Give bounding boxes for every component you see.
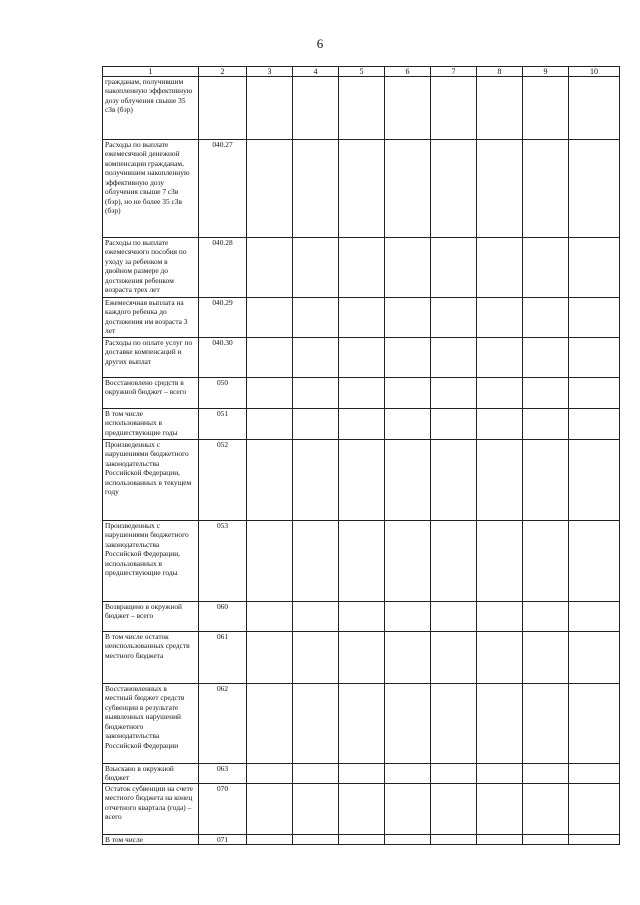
column-header: 7: [431, 67, 477, 77]
table-row: [103, 835, 620, 845]
row-label: Расходы по выплате ежемесячной денежной компенсации гражданам, получившим накопленную эффективную дозу облучения свыше 7 сЗв (бэр), но не более 35 сЗв (бэр): [103, 140, 199, 238]
row-code: 050: [199, 378, 247, 409]
row-label: Восстановленных в местный бюджет средств субвенции в результате выявленных нарушений бюджетного законодательства Российской Федерации: [103, 684, 199, 764]
row-code: 040.29: [199, 298, 247, 338]
column-header: 6: [385, 67, 431, 77]
row-code: 061: [199, 632, 247, 684]
column-header: 5: [339, 67, 385, 77]
column-header: 10: [569, 67, 620, 77]
row-code: [199, 77, 247, 140]
table-row: [103, 77, 620, 140]
row-code: 070: [199, 784, 247, 835]
row-label: Произведенных с нарушениями бюджетного законодательства Российской Федерации, использованных в предшествующие годы: [103, 521, 199, 602]
row-label: В том числе использованных в предшествующие годы: [103, 409, 199, 440]
column-header: 8: [477, 67, 523, 77]
row-code: 040.28: [199, 238, 247, 298]
table-row: [103, 602, 620, 632]
table-row: [103, 632, 620, 684]
page-number: 6: [316, 36, 324, 51]
table-row: [103, 140, 620, 238]
table-row: [103, 338, 620, 378]
row-label: В том числе остаток неиспользованных средств местного бюджета: [103, 632, 199, 684]
table-row: [103, 764, 620, 784]
row-label: Расходы по оплате услуг по доставке компенсаций и других выплат: [103, 338, 199, 378]
row-code: 063: [199, 764, 247, 784]
row-label: Восстановлено средств в окружной бюджет – всего: [103, 378, 199, 409]
row-label: Расходы по выплате ежемесячного пособия по уходу за ребенком в двойном размере до достижения ребенком возраста трех лет: [103, 238, 199, 298]
table-row: [103, 409, 620, 440]
table-row: [103, 378, 620, 409]
row-code: 040.27: [199, 140, 247, 238]
table-row: [103, 298, 620, 338]
table-row: [103, 684, 620, 764]
column-header: 4: [293, 67, 339, 77]
row-code: 053: [199, 521, 247, 602]
row-code: 040.30: [199, 338, 247, 378]
table-row: [103, 521, 620, 602]
table-row: [103, 440, 620, 521]
report-table: [102, 66, 620, 845]
column-header: 9: [523, 67, 569, 77]
table-row: [103, 238, 620, 298]
table-header-row: [103, 67, 620, 77]
row-label: Взыскано в окружной бюджет: [103, 764, 199, 784]
row-label: Возвращено в окружной бюджет – всего: [103, 602, 199, 632]
row-code: 062: [199, 684, 247, 764]
column-header: 3: [247, 67, 293, 77]
column-header: 1: [103, 67, 199, 77]
row-code: 051: [199, 409, 247, 440]
row-label: В том числе: [103, 835, 199, 845]
row-code: 071: [199, 835, 247, 845]
row-label: Остаток субвенции на счете местного бюджета на конец отчетного квартала (года) – всего: [103, 784, 199, 835]
row-label: гражданам, получившим накопленную эффективную дозу облучения свыше 35 сЗв (бэр): [103, 77, 199, 140]
column-header: 2: [199, 67, 247, 77]
row-label: Произведенных с нарушениями бюджетного законодательства Российской Федерации, использованных в текущем году: [103, 440, 199, 521]
row-code: 052: [199, 440, 247, 521]
row-code: 060: [199, 602, 247, 632]
row-label: Ежемесячная выплата на каждого ребенка до достижения им возраста 3 лет: [103, 298, 199, 338]
table-row: [103, 784, 620, 835]
